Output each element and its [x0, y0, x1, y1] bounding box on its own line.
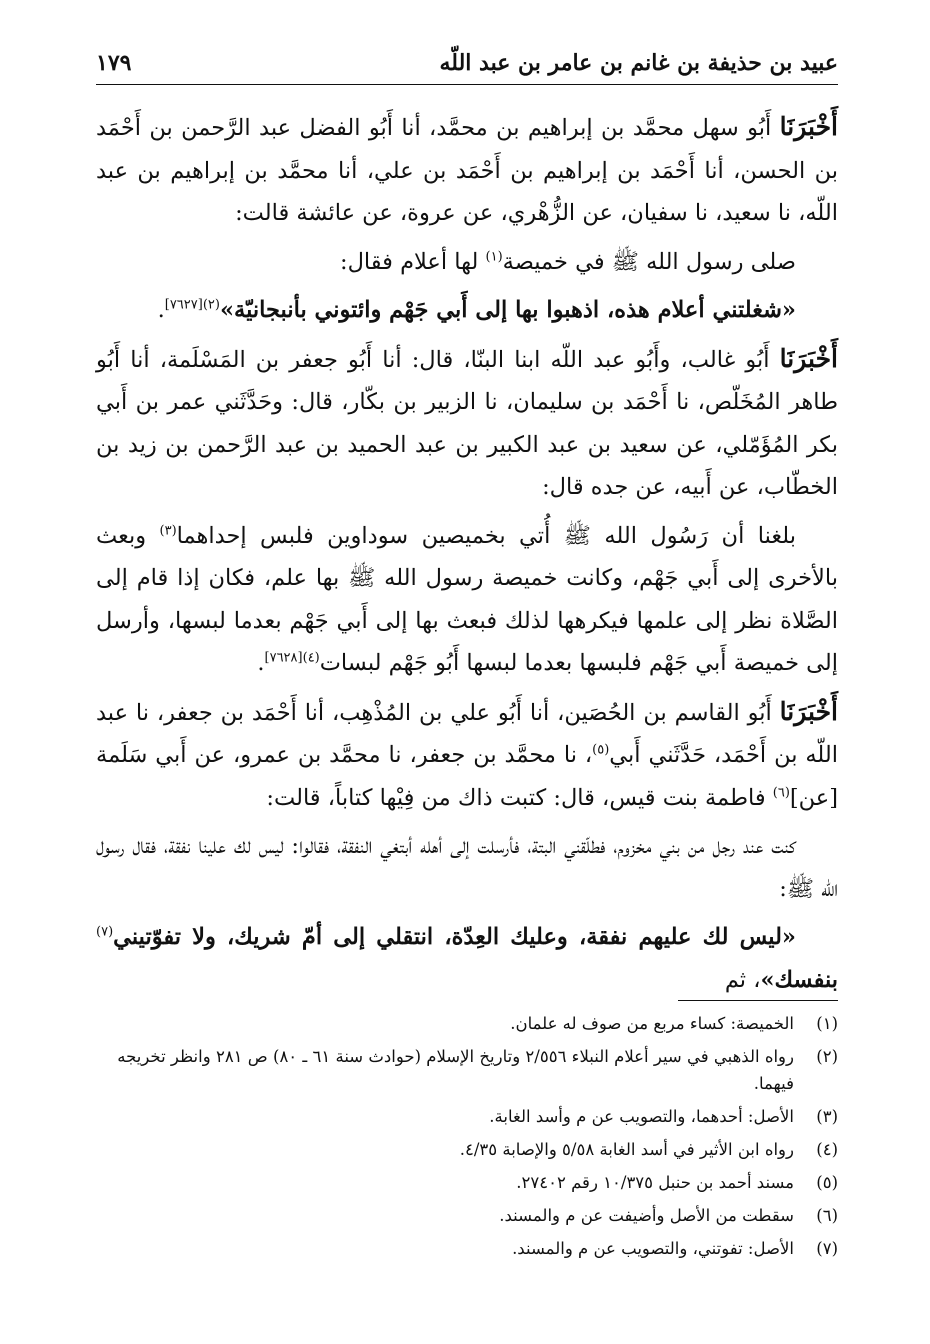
footnote: [96, 1202, 838, 1229]
footnote-marker: (٣): [159, 523, 177, 538]
paragraph-text: فاطمة بنت قيس، قال: كتبت ذاك من فِيْها كتاباً، قالت:: [266, 784, 773, 811]
isnad-paragraph: [96, 106, 838, 235]
isnad-paragraph: [96, 691, 838, 820]
paragraph-text: وبعث بالأخرى إلى أَبي جَهْم، وكانت خميصة رسول الله ﷺ بها علم، فكان إذا قام إلى الصَّلاة نظر إلى علمها فيكرهها لذلك فبعث بها إلى أَبي جَهْم بعدما لبسها، وأرسل إلى خميصة أَبي جَهْم فلبسها بعدما لبسها أَبُو جَهْم لبسات: [96, 522, 838, 676]
footnote-number: (١): [816, 1014, 838, 1033]
footnote: [96, 1043, 838, 1097]
footnote-marker: (٢)[٧٦٢٧]: [164, 297, 220, 313]
footnote-text: الأصل: أحدهما، والتصويب عن م وأسد الغابة.: [489, 1107, 794, 1126]
isnad-paragraph: [96, 338, 838, 509]
quote-text: «شغلتني أعلام هذه، اذهبوا بها إلى أَبي جَهْم وائتوني بأنبجانيّة»: [219, 297, 796, 323]
footnote-number: (٢): [816, 1047, 838, 1066]
footnote-marker: (١): [485, 249, 503, 264]
akhbarana-lead: أَخْبَرَنَا: [779, 112, 838, 141]
quote-text: «ليس لك عليهم نفقة، وعليك العِدّة، انتقلي إلى أمّ شريك، ولا تفوّتيني: [113, 924, 796, 950]
paragraph-text: ، نا محمَّد بن جعفر، نا محمَّد بن عمرو، عن أَبي سَلَمة [عن]: [96, 742, 838, 811]
footnote-text: رواه الذهبي في سير أعلام النبلاء ٢/٥٥٦ وتاريخ الإسلام (حوادث سنة ٦١ ـ ٨٠) ص ٢٨١ وانظر تخريجه فيهما.: [117, 1047, 794, 1093]
footnote-separator: [678, 1000, 838, 1001]
footnote-number: (٦): [816, 1206, 838, 1225]
footnote: [96, 1235, 838, 1262]
footnote-marker: (٧): [96, 924, 114, 940]
paragraph-text: أَبُو سهل محمَّد بن إبراهيم بن محمَّد، أنا أَبُو الفضل عبد الرَّحمن بن أَحْمَد بن الحسن، أنا أَحْمَد بن إبراهيم بن أَحْمَد بن علي، أنا محمَّد بن إبراهيم بن عبد اللّه، نا سعيد، نا سفيان، عن الزُّهْري، عن عروة، عن عائشة قالت:: [96, 115, 838, 226]
footnotes: [96, 1010, 838, 1268]
paragraph-text: .: [157, 297, 165, 323]
hadith-paragraph: [96, 825, 838, 910]
running-title: عبيد بن حذيفة بن غانم بن عامر بن عبد اللّه: [439, 50, 838, 76]
footnote: [96, 1136, 838, 1163]
paragraph-text: بلغنا أن رَسُول الله ﷺ أُتي بخميصين سوداوين فلبس إحداهما: [176, 522, 796, 549]
footnote-number: (٣): [816, 1107, 838, 1126]
footnote-marker: (٦): [772, 785, 790, 800]
hadith-paragraph: [96, 241, 838, 284]
quote-text: بنفسك»: [760, 966, 838, 993]
page-header: [96, 44, 838, 85]
footnote-text: الخميصة: كساء مربع من صوف له علمان.: [510, 1014, 794, 1033]
paragraph-text: صلى رسول الله ﷺ في خميصة: [502, 248, 796, 275]
footnote-text: سقطت من الأصل وأضيفت عن م والمسند.: [499, 1206, 794, 1225]
akhbarana-lead: أَخْبَرَنَا: [779, 343, 838, 373]
paragraph-text: ، ثم: [724, 966, 761, 993]
footnote: [96, 1169, 838, 1196]
paragraph-text: أَبُو غالب، وأَبُو عبد اللّه ابنا البنّا، قال: أنا أَبُو جعفر بن المَسْلَمة، أنا أَبُو طاهر المُخَلّص، نا أَحْمَد بن سليمان، نا الزبير بن بكّار، قال: وحَدَّثَني عمر بن أَبي بكر المُؤَمّلي، عن سعيد بن عبد الكبير بن عبد الحميد بن عبد الرَّحمن بن زيد بن الخطّاب، عن أَبيه، عن جده قال:: [96, 346, 838, 500]
footnote: [96, 1010, 838, 1037]
footnote-number: (٧): [816, 1239, 838, 1258]
footnote-text: الأصل: تفوتني، والتصويب عن م والمسند.: [512, 1239, 794, 1258]
footnote-text: مسند أحمد بن حنبل ١٠/٣٧٥ رقم ٢٧٤٠٢.: [516, 1173, 794, 1192]
hadith-quote: [96, 289, 838, 332]
paragraph-text: .: [257, 650, 265, 676]
hadith-paragraph: [96, 515, 838, 685]
footnote-number: (٥): [816, 1173, 838, 1192]
footnote-number: (٤): [816, 1140, 838, 1159]
footnote-text: رواه ابن الأثير في أسد الغابة ٥/٥٨ والإصابة ٤/٣٥.: [459, 1140, 794, 1159]
hadith-quote: [96, 916, 838, 1001]
footnote-marker: (٥): [592, 742, 610, 758]
paragraph-text: كنت عند رجل من بني مخزوم، فطلّقني البتة، فأرسلت إلى أهله أبتغي النفقة، فقالوا: ليس لك علينا نفقة، فقال رسول الله ﷺ:: [96, 833, 838, 902]
footnote: [96, 1103, 838, 1130]
paragraph-text: لها أعلام فقال:: [340, 248, 486, 275]
page-number: ١٧٩: [96, 50, 132, 76]
akhbarana-lead: أَخْبَرَنَا: [779, 696, 838, 726]
paragraph-text: أَبُو القاسم بن الحُصَين، أنا أَبُو علي بن المُذْهِب، أنا أَحْمَد بن جعفر، نا عبد اللّه بن أَحْمَد، حَدَّثَني أَبي: [96, 699, 838, 768]
main-text: [96, 106, 838, 1007]
footnote-marker: (٤)[٧٦٢٨]: [264, 650, 320, 666]
